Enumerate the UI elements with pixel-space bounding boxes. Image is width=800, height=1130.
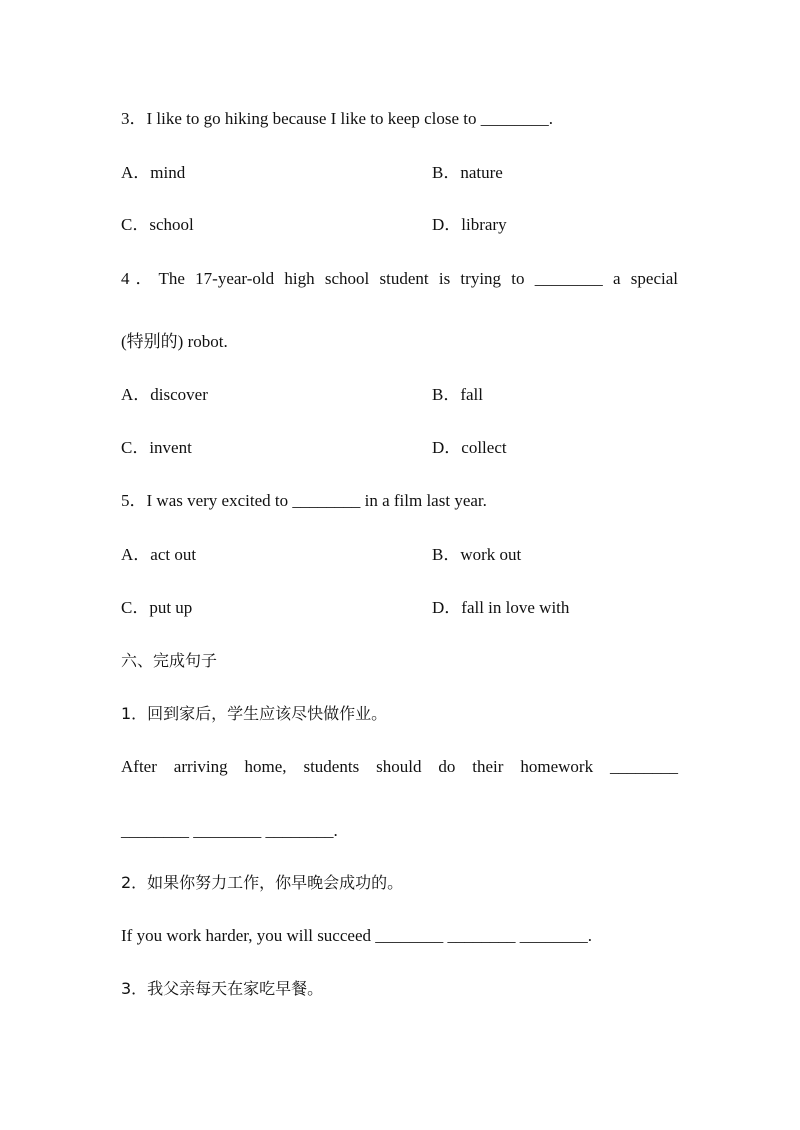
section-6-heading: 六、完成句子 <box>121 651 218 670</box>
question-5-option-c: C．put up <box>121 598 193 617</box>
question-5-stem: 5．I was very excited to ________ in a film last year. <box>121 491 487 510</box>
question-3-option-b: B．nature <box>432 163 503 182</box>
question-3-option-a: A．mind <box>121 163 186 182</box>
sentence-2-chinese: 2．如果你努力工作，你早晚会成功的。 <box>121 873 404 892</box>
question-4-stem-line-2: (特别的) robot. <box>121 332 228 351</box>
question-4-option-d: D．collect <box>432 438 507 457</box>
question-4-option-c: C．invent <box>121 438 192 457</box>
sentence-1-english-line-1: After arriving home, students should do their homework ________ <box>121 757 678 776</box>
sentence-1-chinese: 1．回到家后，学生应该尽快做作业。 <box>121 704 388 723</box>
question-3-stem: 3．I like to go hiking because I like to keep close to ________. <box>121 109 553 128</box>
question-5-option-a: A．act out <box>121 545 197 564</box>
question-3-option-c: C．school <box>121 215 194 234</box>
sentence-1-english-line-2: ________ ________ ________. <box>121 821 338 840</box>
sentence-2-english: If you work harder, you will succeed ________ ________ ________. <box>121 926 592 945</box>
question-4-stem-line-1: 4．The 17-year-old high school student is trying to ________ a special <box>121 269 678 288</box>
question-5-option-d: D．fall in love with <box>432 598 570 617</box>
sentence-3-chinese: 3．我父亲每天在家吃早餐。 <box>121 979 324 998</box>
question-4-option-b: B．fall <box>432 385 483 404</box>
question-4-option-a: A．discover <box>121 385 208 404</box>
question-3-option-d: D．library <box>432 215 507 234</box>
question-5-option-b: B．work out <box>432 545 522 564</box>
